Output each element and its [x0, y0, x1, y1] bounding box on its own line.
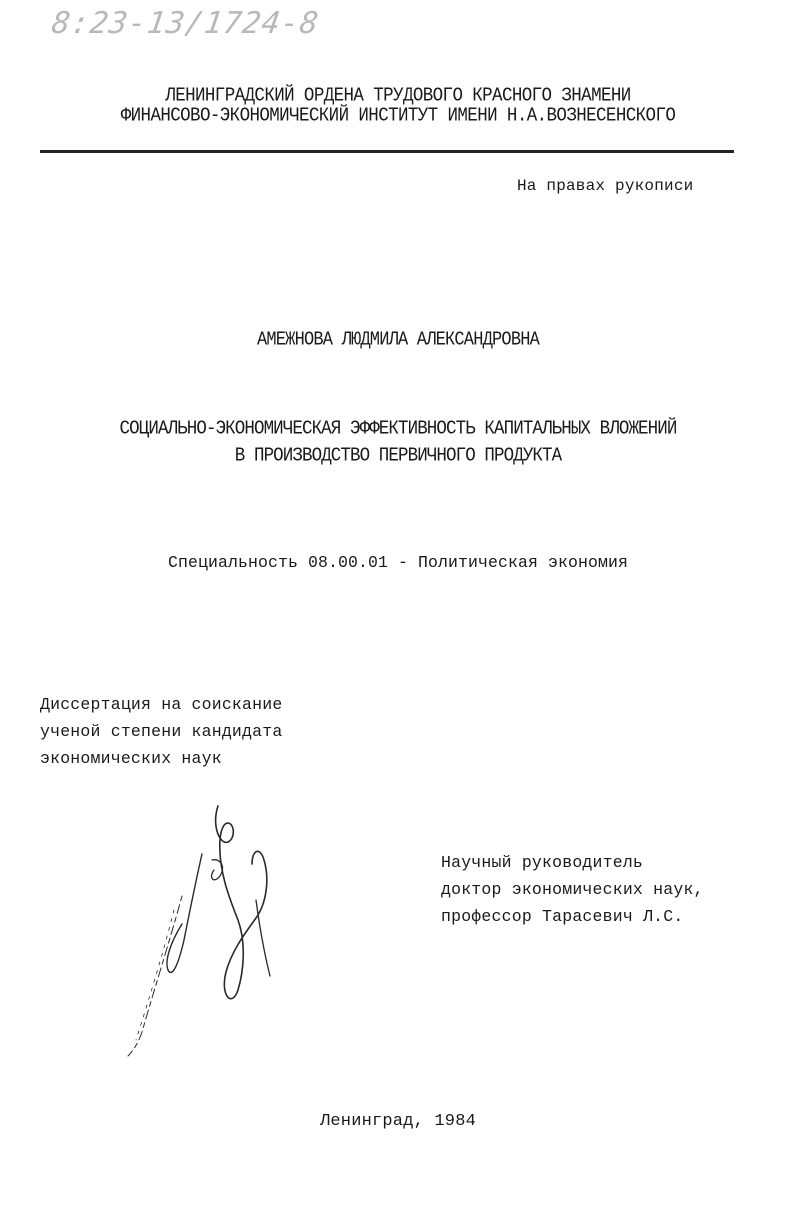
- dissertation-title-line-1: СОЦИАЛЬНО-ЭКОНОМИЧЕСКАЯ ЭФФЕКТИВНОСТЬ КАПИТАЛЬНЫХ ВЛОЖЕНИЙ: [119, 417, 677, 441]
- supervisor-line-2: доктор экономических наук,: [441, 880, 704, 899]
- specialty-line: Специальность 08.00.01 - Политическая экономия: [167, 553, 629, 572]
- header-divider: [40, 150, 734, 153]
- author-name: АМЕЖНОВА ЛЮДМИЛА АЛЕКСАНДРОВНА: [256, 329, 540, 352]
- place-and-year: Ленинград, 1984: [319, 1112, 477, 1131]
- handwritten-signature: [120, 800, 280, 1060]
- supervisor-line-1: Научный руководитель: [441, 853, 644, 872]
- supervisor-line-3: профессор Тарасевич Л.С.: [441, 907, 684, 926]
- dissertation-title-line-2: В ПРОИЗВОДСТВО ПЕРВИЧНОГО ПРОДУКТА: [234, 444, 562, 468]
- institute-name-line-1: ЛЕНИНГРАДСКИЙ ОРДЕНА ТРУДОВОГО КРАСНОГО ЗНАМЕНИ: [165, 84, 631, 108]
- institute-name-line-2: ФИНАНСОВО-ЭКОНОМИЧЕСКИЙ ИНСТИТУТ ИМЕНИ Н.А.ВОЗНЕСЕНСКОГО: [120, 104, 676, 128]
- manuscript-rights-note: На правах рукописи: [517, 177, 694, 195]
- dissertation-note-line-3: экономических наук: [40, 749, 222, 768]
- dissertation-note-line-1: Диссертация на соискание: [40, 695, 283, 714]
- dissertation-note-line-2: ученой степени кандидата: [40, 722, 283, 741]
- archive-stamp: 8:23-13/1724-8: [49, 6, 322, 41]
